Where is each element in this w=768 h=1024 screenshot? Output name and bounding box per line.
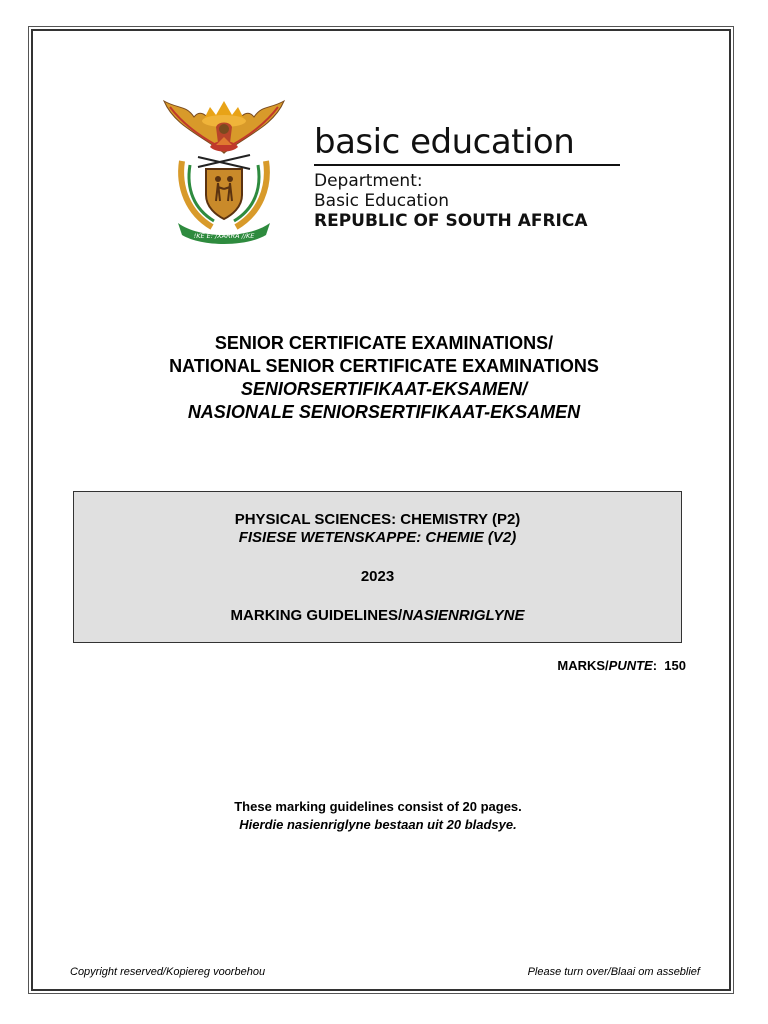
pages-note bbox=[0, 798, 756, 834]
guidelines-title bbox=[74, 607, 681, 625]
exam-titles bbox=[0, 332, 768, 424]
department-name: Basic Education bbox=[314, 191, 450, 211]
exam-year: 2023 bbox=[360, 568, 395, 585]
marks-separator: : bbox=[652, 658, 665, 673]
footer-turn-over: Please turn over/Blaai om asseblief bbox=[527, 966, 700, 978]
department-label: Department: bbox=[314, 171, 423, 191]
guidelines-afrikaans: NASIENRIGLYNE bbox=[402, 607, 525, 624]
guidelines-english: MARKING GUIDELINES/ bbox=[230, 607, 403, 624]
country-name: REPUBLIC OF SOUTH AFRICA bbox=[314, 211, 588, 231]
subject-afrikaans: FISIESE WETENSKAPPE: CHEMIE (V2) bbox=[238, 529, 517, 546]
footer-copyright: Copyright reserved/Kopiereg voorbehou bbox=[70, 966, 266, 978]
brand-title: basic education bbox=[314, 122, 575, 162]
subject-box bbox=[73, 491, 682, 643]
exam-title-en-1: SENIOR CERTIFICATE EXAMINATIONS/ bbox=[214, 333, 554, 353]
brand-divider bbox=[314, 164, 620, 166]
pages-note-afrikaans: Hierdie nasienriglyne bestaan uit 20 bladsye. bbox=[239, 817, 517, 832]
exam-title-en-2: NATIONAL SENIOR CERTIFICATE EXAMINATIONS bbox=[169, 356, 599, 376]
marks-label-af: PUNTE bbox=[608, 658, 653, 673]
marks-label-en: MARKS/ bbox=[557, 658, 609, 673]
marks-value: 150 bbox=[664, 658, 686, 673]
total-marks bbox=[557, 658, 686, 673]
department-brand bbox=[314, 122, 622, 231]
pages-note-english: These marking guidelines consist of 20 pages. bbox=[234, 799, 522, 814]
subject-english: PHYSICAL SCIENCES: CHEMISTRY (P2) bbox=[234, 511, 521, 528]
exam-title-af-2: NASIONALE SENIORSERTIFIKAAT-EKSAMEN bbox=[187, 402, 581, 422]
exam-title-af-1: SENIORSERTIFIKAAT-EKSAMEN/ bbox=[240, 379, 528, 399]
crest-motto: !KE E: /XARRA //KE bbox=[193, 232, 255, 240]
coat-of-arms-icon bbox=[160, 95, 288, 245]
